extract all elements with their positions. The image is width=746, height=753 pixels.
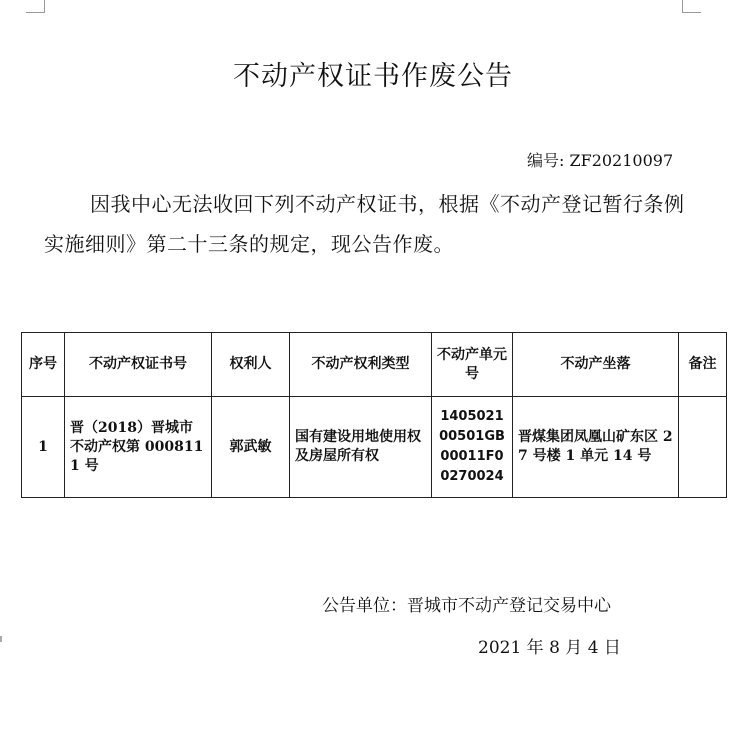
- document-number: 编号: ZF20210097: [527, 151, 674, 170]
- certificate-table: [21, 332, 727, 498]
- notice-paragraph: [44, 184, 694, 264]
- header-cert-no: 不动产权证书号: [65, 333, 212, 397]
- margin-tick: [0, 636, 2, 642]
- cell-location: 晋煤集团凤凰山矿东区 27 号楼 1 单元 14 号: [513, 397, 679, 498]
- document-title: 不动产权证书作废公告: [233, 61, 513, 92]
- table-row: [22, 397, 727, 498]
- cell-unit-no: 140502100501GB00011F00270024: [432, 397, 513, 498]
- cell-owner: 郭武敏: [212, 397, 290, 498]
- table-header-row: [22, 333, 727, 397]
- cell-right-type: 国有建设用地使用权及房屋所有权: [290, 397, 432, 498]
- page-corner-mark-left: [26, 0, 45, 13]
- issue-date: 2021 年 8 月 4 日: [478, 638, 621, 658]
- notice-paragraph-text: 因我中心无法收回下列不动产权证书，根据《不动产登记暂行条例实施细则》第二十三条的规定，现公告作废。: [44, 192, 685, 256]
- header-remark: 备注: [679, 333, 727, 397]
- header-location: 不动产坐落: [513, 333, 679, 397]
- cell-cert-no: 晋（2018）晋城市不动产权第 0008111 号: [65, 397, 212, 498]
- cell-remark: [679, 397, 727, 498]
- header-owner: 权利人: [212, 333, 290, 397]
- header-seq: 序号: [22, 333, 65, 397]
- header-unit-no: 不动产单元号: [432, 333, 513, 397]
- issuer-line: 公告单位：晋城市不动产登记交易中心: [322, 596, 611, 616]
- page-corner-mark-right: [682, 0, 701, 13]
- header-right-type: 不动产权利类型: [290, 333, 432, 397]
- cell-seq: 1: [22, 397, 65, 498]
